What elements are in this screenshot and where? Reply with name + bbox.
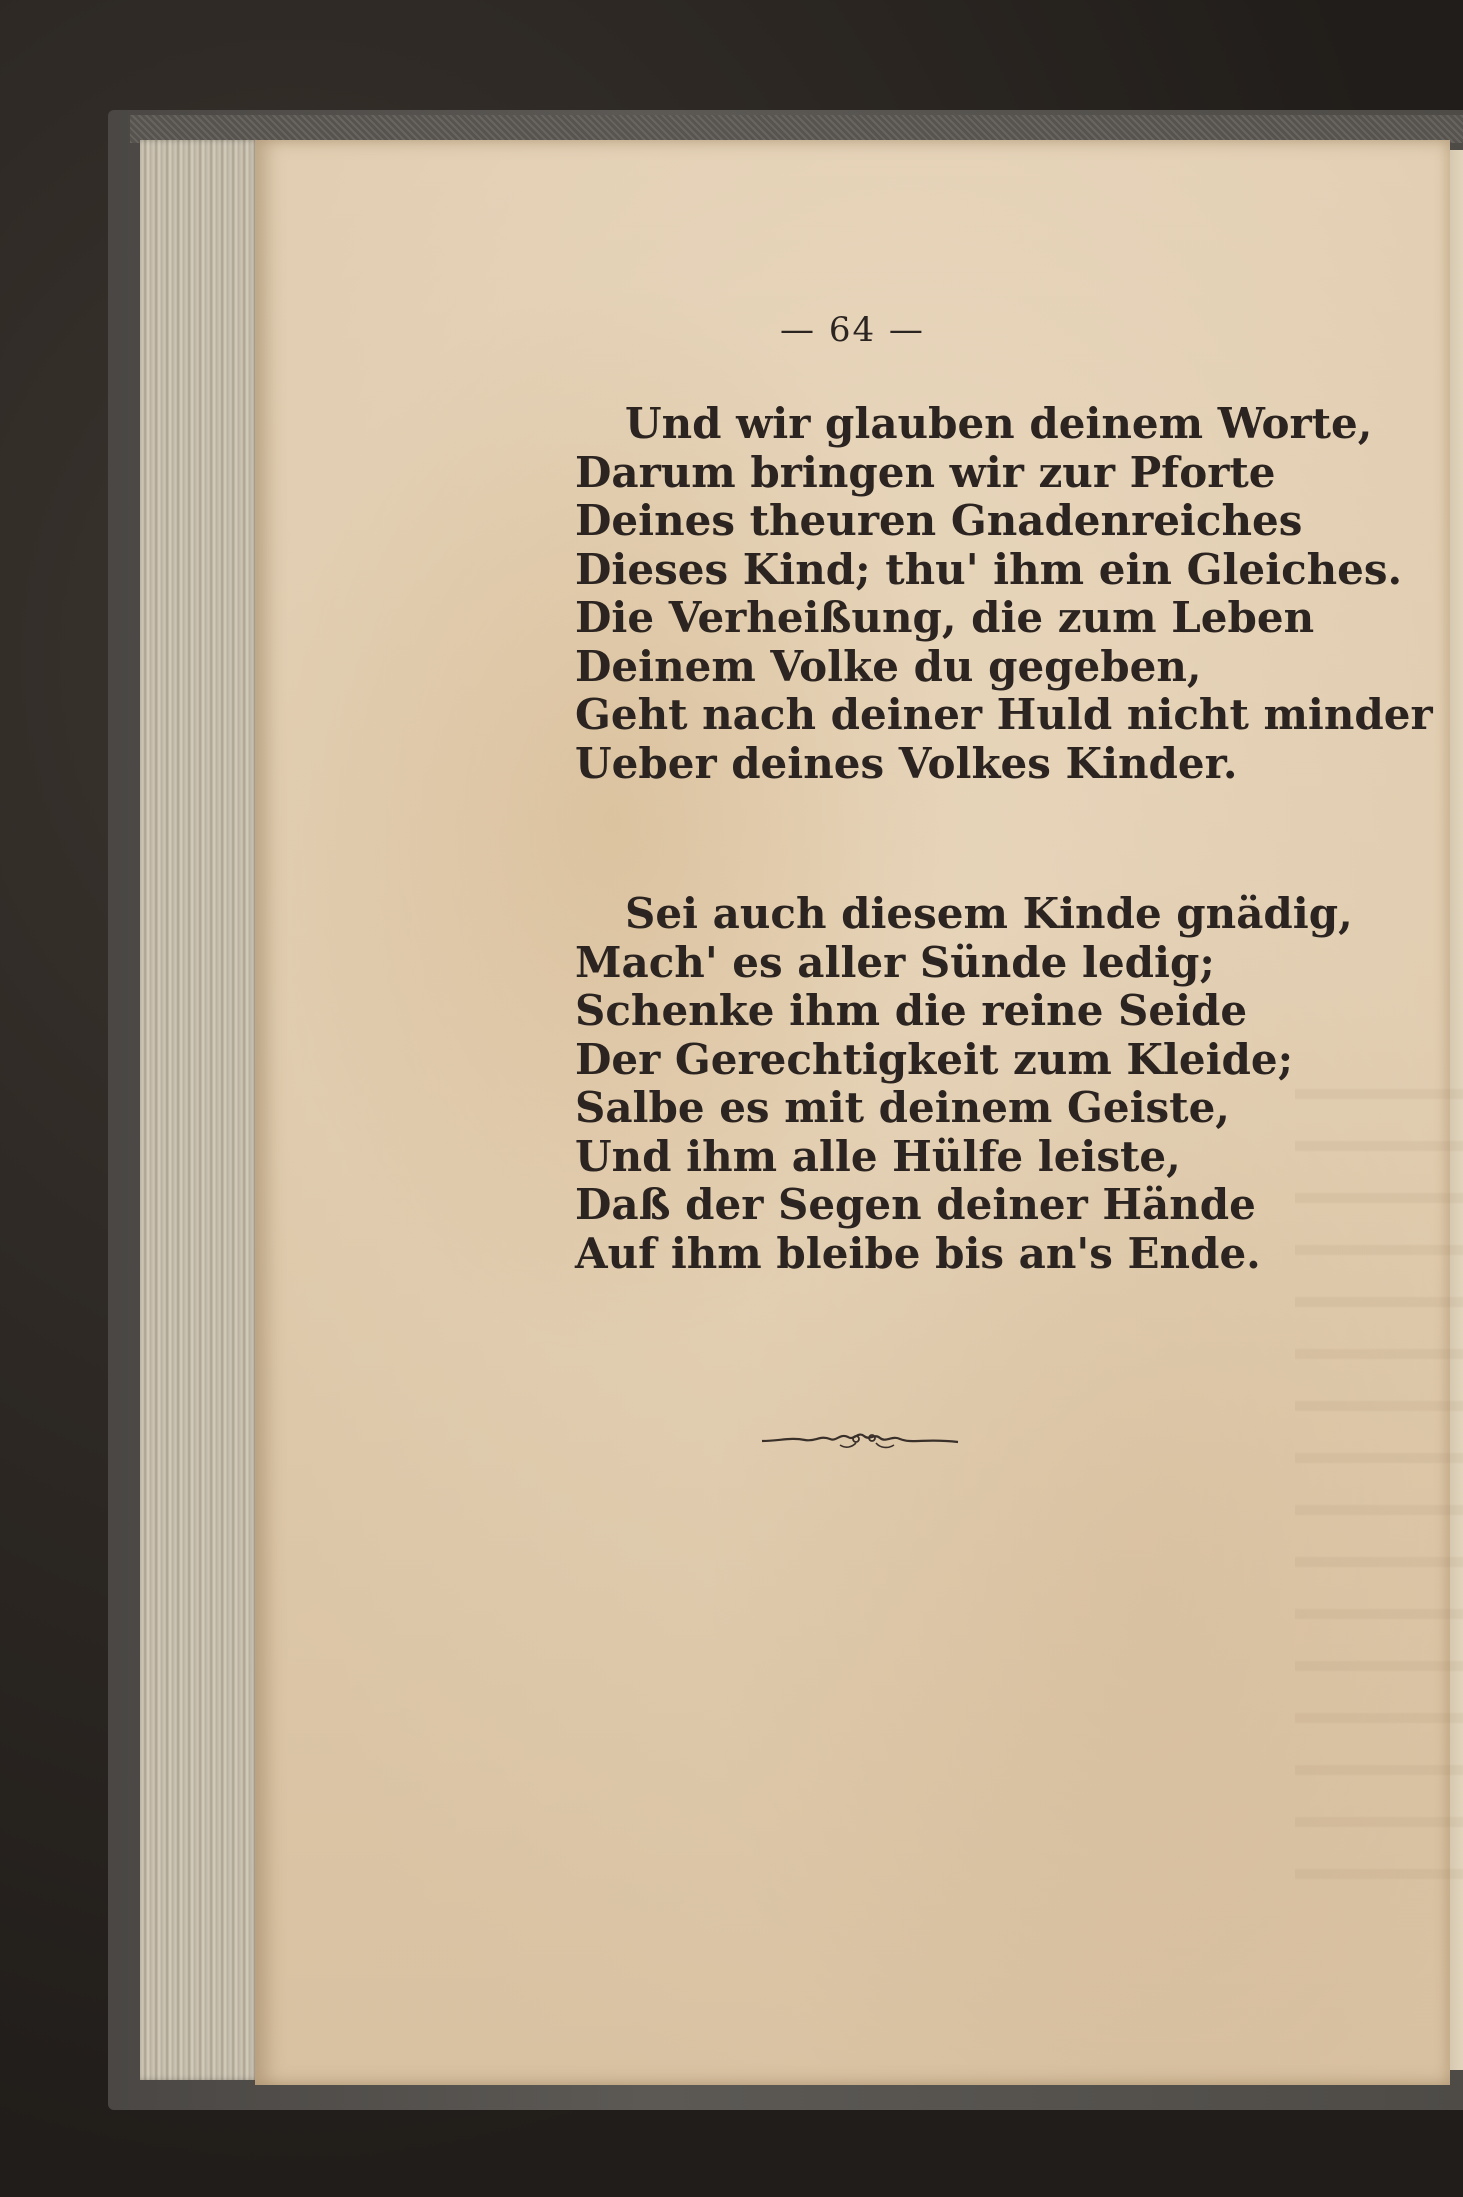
verse-line: Salbe es mit deinem Geiste,: [575, 1083, 1230, 1132]
verse-line: Mach' es aller Sünde ledig;: [575, 937, 1215, 987]
verse-line: Der Gerechtigkeit zum Kleide;: [575, 1034, 1294, 1084]
verse-line: Ueber deines Volkes Kinder.: [575, 738, 1238, 788]
decorative-flourish-icon: [760, 1427, 960, 1453]
cover-top-edge: [130, 115, 1463, 143]
verse-line: Deines theuren Gnadenreiches: [575, 496, 1303, 545]
verse-line: Darum bringen wir zur Pforte: [575, 447, 1276, 497]
page-text-block: [255, 140, 1450, 2085]
verse-line: Sei auch diesem Kinde gnädig,: [625, 889, 1353, 938]
verse-line: Daß der Segen deiner Hände: [575, 1180, 1256, 1229]
verse-line: Und wir glauben deinem Worte,: [625, 399, 1373, 448]
verse-line: Deinem Volke du gegeben,: [575, 641, 1202, 691]
page-edges: [140, 140, 260, 2080]
stanza-1: [575, 400, 1435, 788]
verse-line: Auf ihm bleibe bis an's Ende.: [575, 1228, 1261, 1278]
verse-line: Dieses Kind; thu' ihm ein Gleiches.: [575, 544, 1403, 594]
verse-line: Die Verheißung, die zum Leben: [575, 593, 1315, 642]
page-number: — 64 —: [780, 310, 925, 350]
book-page: [255, 140, 1450, 2085]
verse-line: Und ihm alle Hülfe leiste,: [575, 1131, 1181, 1181]
verse-line: Geht nach deiner Huld nicht minder: [575, 690, 1433, 739]
verse-line: Schenke ihm die reine Seide: [575, 986, 1248, 1035]
stanza-2: [575, 890, 1435, 1278]
